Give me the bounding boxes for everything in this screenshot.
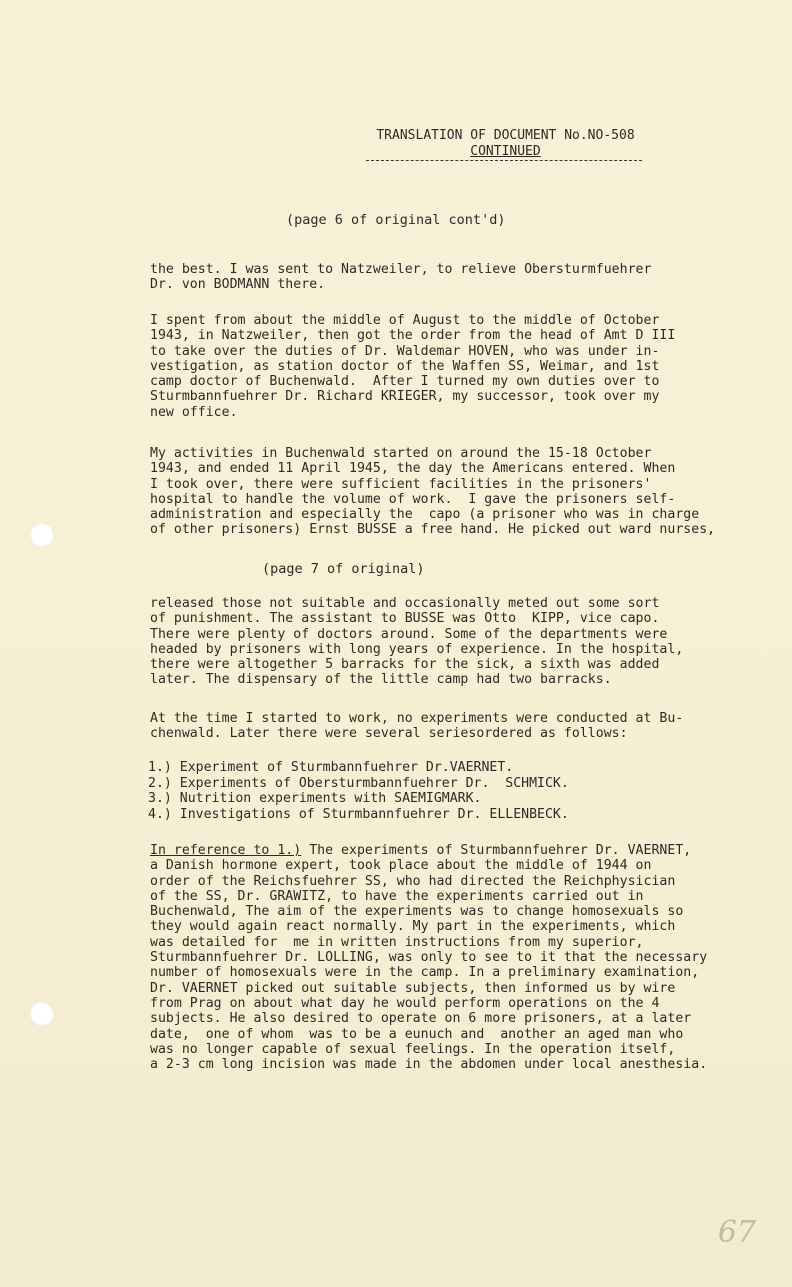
punch-hole-upper: [30, 523, 54, 547]
paragraph-6-lead: In reference to 1.): [150, 843, 302, 858]
header-rule: [366, 160, 642, 161]
paragraph-4: released those not suitable and occasionally meted out some sort of punishment. The assistant to BUSSE was Otto KIPP, vice capo. There were plenty of doctors around. Some of the departments were headed by prisoners with long years of experience. In the hospital, there were altogether 5 barracks for the sick, a sixth was added later. The dispensary of the little camp had two barracks.: [150, 596, 684, 688]
page-ref-7: (page 7 of original): [262, 561, 425, 577]
paragraph-6: [150, 843, 707, 1072]
page-ref-6: (page 6 of original cont'd): [286, 212, 506, 228]
handwritten-page-number: 67: [717, 1215, 756, 1250]
paragraph-6-body: The experiments of Sturmbannfuehrer Dr. VAERNET, a Danish hormone expert, took place about the middle of 1944 on order of the Reichsfuehrer SS, who had directed the Reichphysician of the SS, Dr. GRAWITZ, to have the experiments carried out in Buchenwald, The aim of the experiments was to change homosexuals so they would again react normally. My part in the experiments, which was detailed for me in written instructions from my superior, Sturmbannfuehrer Dr. LOLLING, was only to see to it that the necessary number of homosexuals were in the camp. In a preliminary examination, Dr. VAERNET picked out suitable subjects, then informed us by wire from Prag on about what day he would perform operations on the 4 subjects. He also desired to operate on 6 more prisoners, at a later date, one of whom was to be a eunuch and another an aged man who was no longer capable of sexual feelings. In the operation itself, a 2-3 cm long incision was made in the abdomen under local anesthesia.: [150, 843, 708, 1073]
list-item: 4.) Investigations of Sturmbannfuehrer Dr. ELLENBECK.: [148, 806, 569, 822]
paragraph-1: the best. I was sent to Natzweiler, to relieve Obersturmfuehrer Dr. von BODMANN there.: [150, 262, 652, 293]
list-item: 1.) Experiment of Sturmbannfuehrer Dr.VAERNET.: [148, 760, 514, 775]
list-item: 3.) Nutrition experiments with SAEMIGMARK.: [148, 791, 482, 806]
punch-hole-lower: [30, 1002, 54, 1026]
list-item: 2.) Experiments of Obersturmbannfuehrer Dr. SCHMICK.: [148, 775, 569, 791]
experiments-list: [148, 760, 569, 822]
document-title: TRANSLATION OF DOCUMENT No.NO-508: [376, 128, 635, 143]
paragraph-5: At the time I started to work, no experiments were conducted at Bu- chenwald. Later there were several seriesordered as follows:: [150, 711, 684, 742]
paragraph-2: I spent from about the middle of August to the middle of October 1943, in Natzweiler, then got the order from the head of Amt D III to take over the duties of Dr. Waldemar HOVEN, who was under in- vestigation, as station doctor of the Waffen SS, Weimar, and 1st camp doctor of Buchenwald. After I turned my own duties over to Sturmbannfuehrer Dr. Richard KRIEGER, my successor, took over my new office.: [150, 313, 676, 420]
document-header: [368, 128, 643, 160]
document-subtitle: CONTINUED: [470, 144, 541, 159]
paragraph-3: My activities in Buchenwald started on around the 15-18 October 1943, and ended 11 April 1945, the day the Americans entered. When I took over, there were sufficient facilities in the prisoners' hospital to handle the volume of work. I gave the prisoners self- administration and especially the capo (a prisoner who was in charge of other prisoners) Ernst BUSSE a free hand. He picked out ward nurses,: [150, 446, 716, 538]
